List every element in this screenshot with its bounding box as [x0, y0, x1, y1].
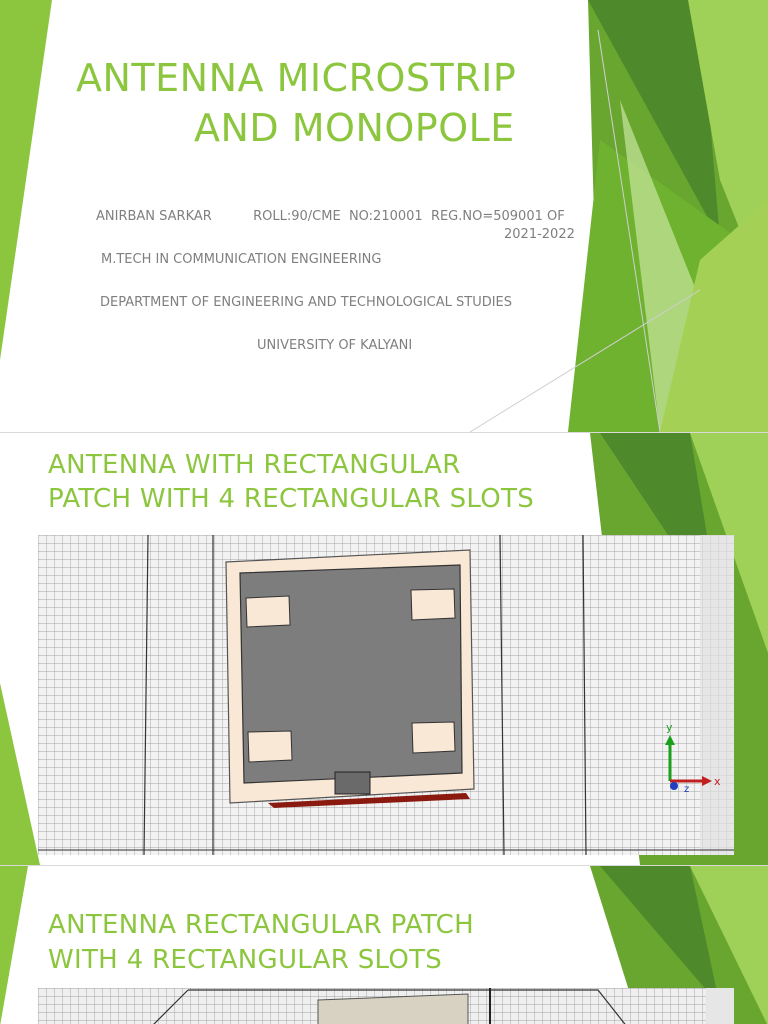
title-slide [0, 0, 768, 432]
slide-title-line-1: ANTENNA WITH RECTANGULAR [48, 450, 461, 480]
axis-label-y: y [666, 721, 673, 734]
presentation-title-line-1: ANTENNA MICROSTRIP [76, 56, 517, 100]
slot-top-left [246, 596, 290, 627]
author-roll-reg: ANIRBAN SARKAR ROLL:90/CME NO:210001 REG.NO=509001 OF [96, 209, 565, 224]
axis-label-x: x [714, 775, 721, 788]
slide-title-line-2: PATCH WITH 4 RECTANGULAR SLOTS [48, 484, 535, 514]
feed-line [335, 772, 370, 794]
university-name: UNIVERSITY OF KALYANI [257, 338, 413, 353]
axis-label-z: z [684, 784, 690, 795]
patch-slots-slide [0, 433, 768, 865]
slide-title-line-1: ANTENNA RECTANGULAR PATCH [48, 910, 474, 940]
program-name: M.TECH IN COMMUNICATION ENGINEERING [101, 252, 382, 267]
antenna-simulation-view [38, 988, 734, 1024]
slot-bottom-right [412, 722, 455, 753]
slide-title-line-2: WITH 4 RECTANGULAR SLOTS [48, 945, 443, 975]
department-name: DEPARTMENT OF ENGINEERING AND TECHNOLOGICAL STUDIES [100, 295, 513, 310]
academic-year: 2021-2022 [504, 227, 575, 242]
slot-bottom-left [248, 731, 292, 762]
antenna-simulation-view [38, 535, 734, 855]
patch-slots-slide-2 [0, 866, 768, 1024]
slot-top-right [411, 589, 455, 620]
presentation-title-line-2: AND MONOPOLE [194, 106, 515, 150]
